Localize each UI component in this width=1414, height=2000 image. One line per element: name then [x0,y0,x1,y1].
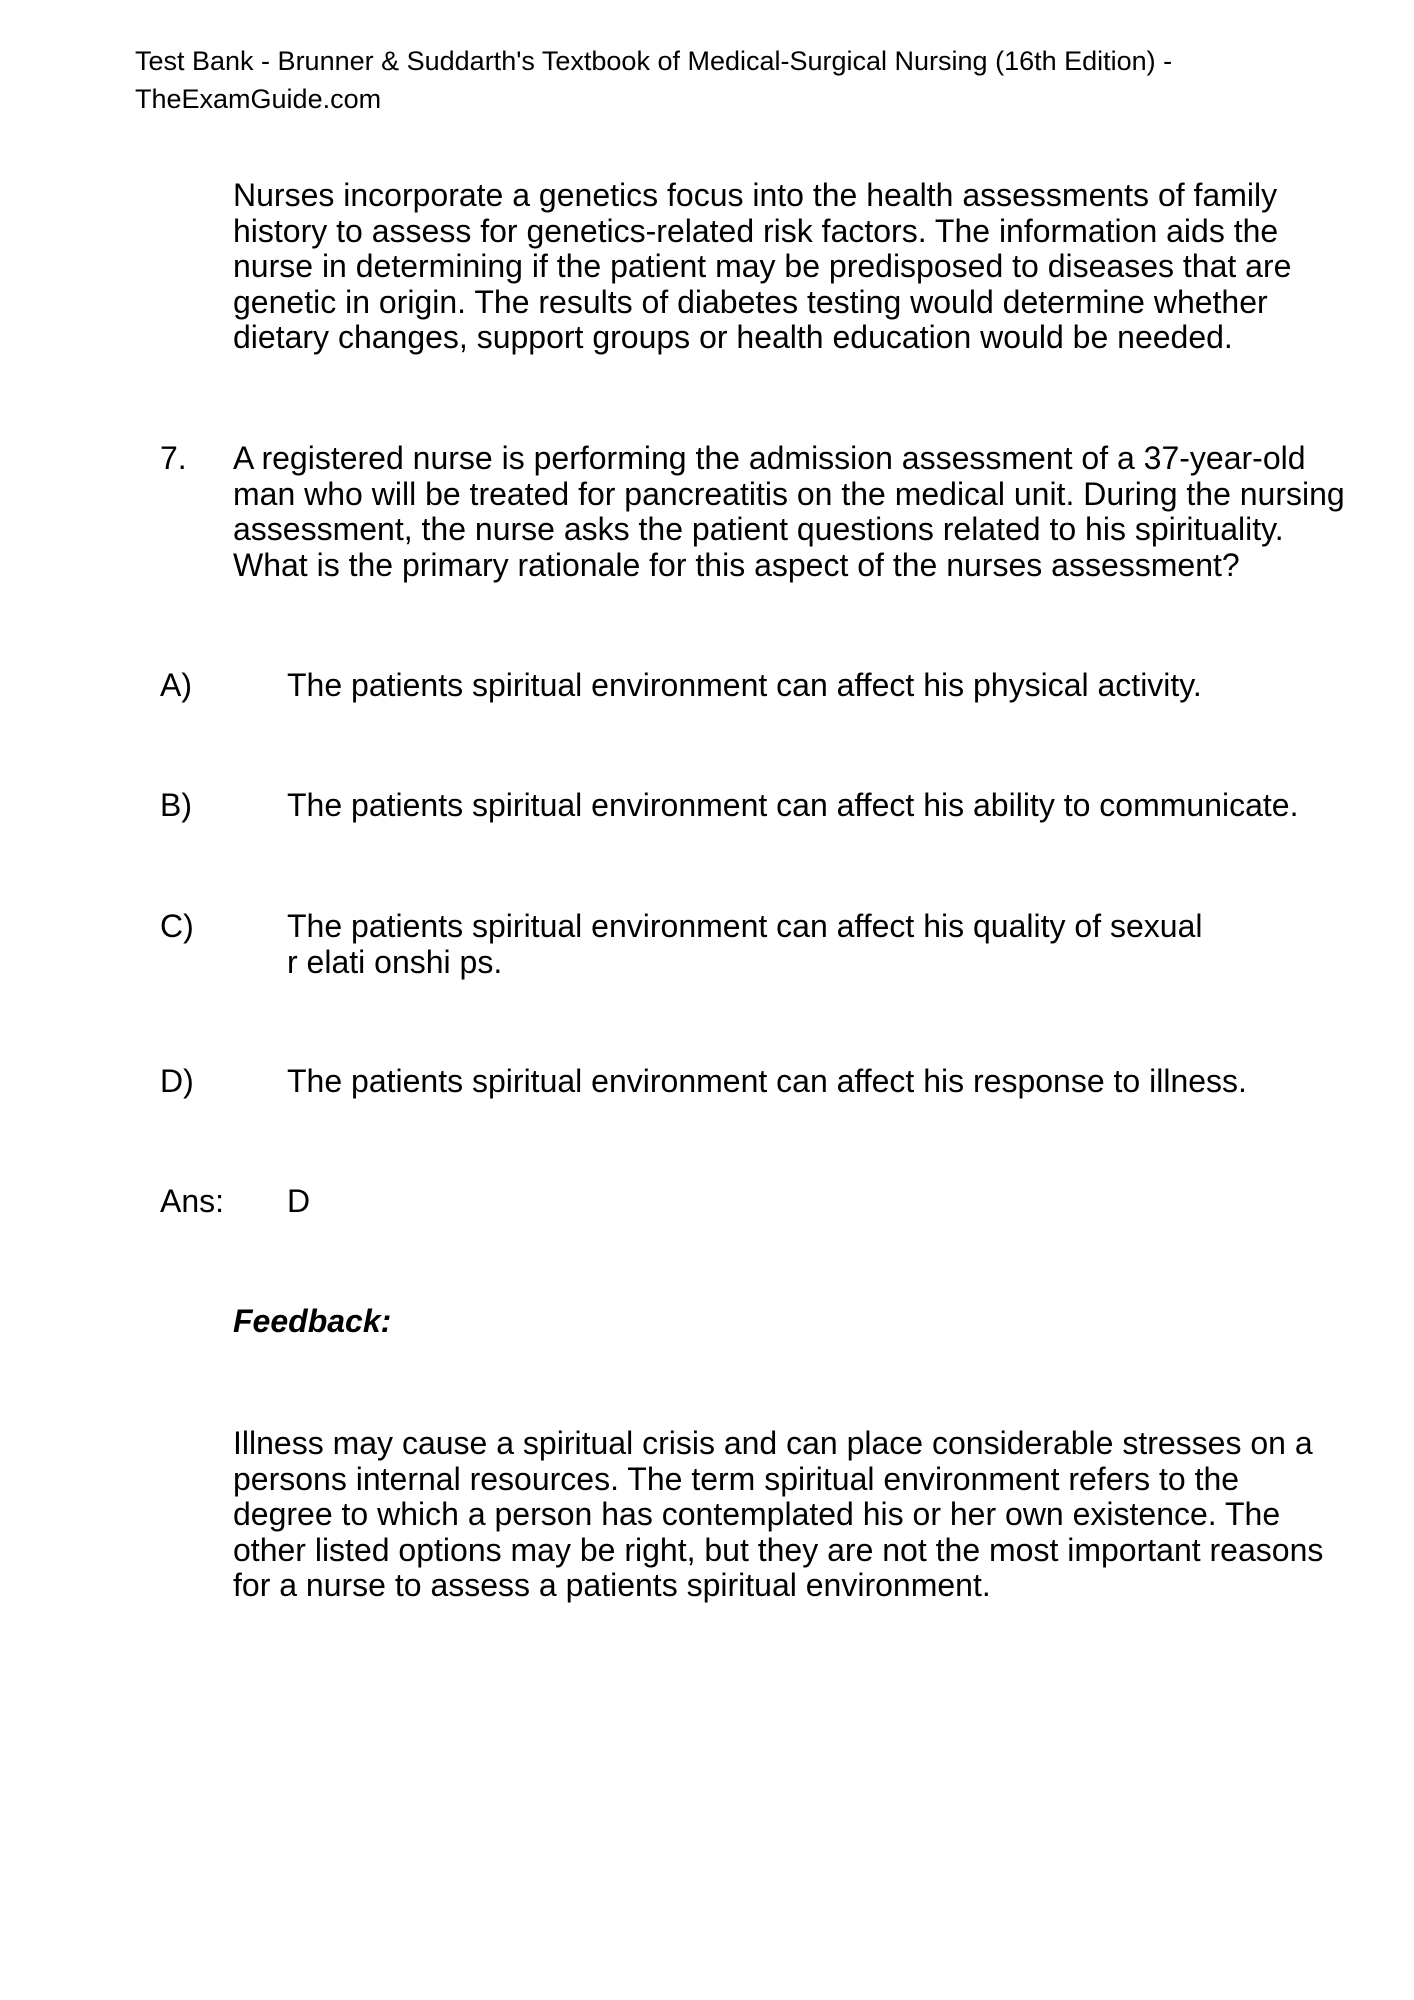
text-line: persons internal resources. The term spiritual environment refers to the [233,1460,1240,1497]
previous-feedback-text [233,178,1393,356]
header-line-2: TheExamGuide.com [135,84,382,114]
text-line: Illness may cause a spiritual crisis and can place considerable stresses on a [233,1425,1313,1461]
option-d-letter: D) [160,1063,194,1099]
option-a-letter: A) [160,667,192,703]
text-line: A registered nurse is performing the admission assessment of a 37-year-old [233,440,1306,476]
text-line: The patients spiritual environment can affect his quality of sexual [287,908,1203,944]
text-line: dietary changes, support groups or health education would be needed. [233,319,1233,355]
text-line: The patients spiritual environment can affect his ability to communicate. [287,787,1299,823]
text-line: nurse in determining if the patient may be predisposed to diseases that are [233,248,1292,284]
option-d-text [287,1064,1387,1100]
question-text [233,441,1393,583]
text-line: The patients spiritual environment can affect his physical activity. [287,667,1202,703]
text-line: history to assess for genetics-related risk factors. The information aids the [233,212,1279,249]
text-line: r elati onshi ps. [287,943,503,980]
option-a-text [287,668,1387,704]
text-line: The patients spiritual environment can affect his response to illness. [287,1063,1247,1099]
text-line: man who will be treated for pancreatitis on the medical unit. During the nursing [233,475,1345,512]
text-line: degree to which a person has contemplated his or her own existence. The [233,1496,1281,1532]
text-line: assessment, the nurse asks the patient questions related to his spirituality. [233,511,1284,547]
answer-label: Ans: [160,1183,225,1219]
answer-value: D [287,1183,311,1219]
page-header [135,42,1315,118]
text-line: Nurses incorporate a genetics focus into the health assessments of family [233,177,1278,213]
header-line-1: Test Bank - Brunner & Suddarth's Textbook of Medical-Surgical Nursing (16th Edition) - [135,46,1173,76]
text-line: other listed options may be right, but they are not the most important reasons [233,1531,1324,1568]
text-line: genetic in origin. The results of diabetes testing would determine whether [233,283,1268,320]
option-b-text [287,788,1387,824]
feedback-text [233,1426,1393,1604]
text-line: What is the primary rationale for this aspect of the nurses assessment? [233,546,1240,583]
option-c-letter: C) [160,908,194,944]
question-number: 7. [160,440,187,476]
text-line: for a nurse to assess a patients spiritual environment. [233,1567,991,1603]
option-c-text [287,909,1387,980]
option-b-letter: B) [160,787,192,823]
feedback-title: Feedback: [233,1303,392,1339]
